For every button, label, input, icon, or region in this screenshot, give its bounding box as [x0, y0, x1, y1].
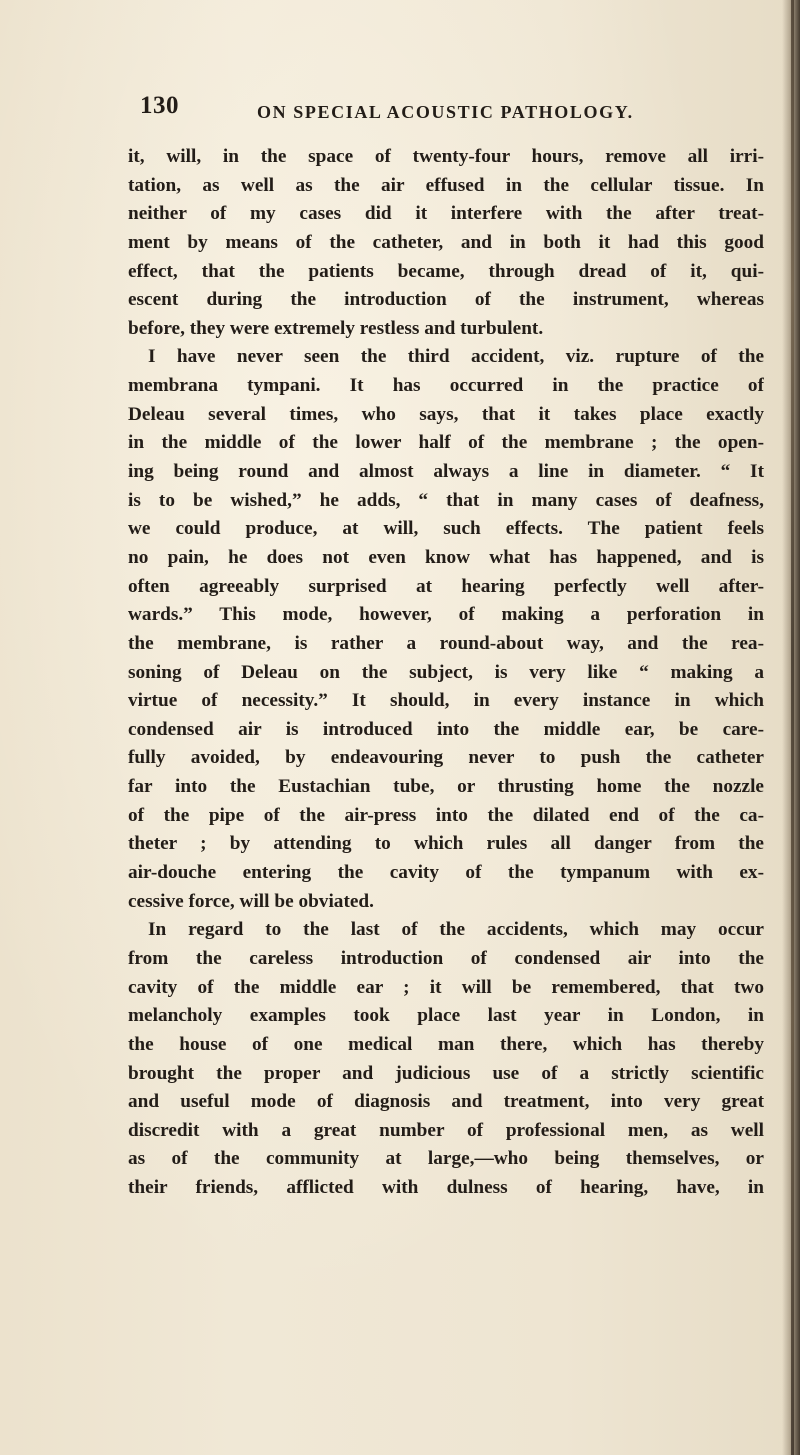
text-line: before, they were extremely restless and turbulent.	[128, 317, 544, 339]
text-line: condensed air is introduced into the middle ear, be care-	[128, 718, 764, 740]
text-line: cavity of the middle ear ; it will be remembered, that two	[128, 976, 764, 998]
text-line: and useful mode of diagnosis and treatment, into very great	[128, 1091, 764, 1113]
text-line: cessive force, will be obviated.	[128, 890, 374, 912]
text-line: soning of Deleau on the subject, is very like “ making a	[128, 661, 764, 683]
text-line: membrana tympani. It has occurred in the practice of	[128, 375, 764, 397]
text-line: the membrane, is rather a round-about way, and the rea-	[128, 632, 764, 654]
paragraph-start-line: In regard to the last of the accidents, which may occur	[148, 919, 764, 941]
text-line: fully avoided, by endeavouring never to push the catheter	[128, 747, 764, 769]
text-line: air-douche entering the cavity of the tympanum with ex-	[128, 862, 764, 884]
page-header	[140, 92, 760, 132]
text-line: in the middle of the lower half of the membrane ; the open-	[128, 432, 764, 454]
text-line: neither of my cases did it interfere with the after treat-	[128, 203, 764, 225]
text-line: wards.” This mode, however, of making a perforation in	[128, 604, 764, 626]
text-line: brought the proper and judicious use of a strictly scientific	[128, 1062, 764, 1084]
text-line: effect, that the patients became, through dread of it, qui-	[128, 260, 764, 282]
text-line: escent during the introduction of the instrument, whereas	[128, 289, 764, 311]
running-head: ON SPECIAL ACOUSTIC PATHOLOGY.	[257, 102, 634, 122]
text-line: we could produce, at will, such effects. The patient feels	[128, 518, 764, 540]
text-line: far into the Eustachian tube, or thrusting home the nozzle	[128, 776, 764, 798]
text-line: virtue of necessity.” It should, in every instance in which	[128, 690, 764, 712]
page-edge	[791, 0, 794, 1455]
text-line: the house of one medical man there, which has thereby	[128, 1033, 764, 1055]
text-line: Deleau several times, who says, that it takes place exactly	[128, 403, 764, 425]
text-line: it, will, in the space of twenty-four hours, remove all irri-	[128, 146, 764, 167]
text-line: their friends, afflicted with dulness of hearing, have, in	[128, 1177, 764, 1199]
page-number: 130	[140, 92, 179, 119]
text-line: no pain, he does not even know what has happened, and is	[128, 546, 764, 568]
text-line: melancholy examples took place last year in London, in	[128, 1005, 764, 1027]
text-line: tation, as well as the air effused in the cellular tissue. In	[128, 174, 764, 196]
text-line: from the careless introduction of condensed air into the	[128, 947, 764, 969]
text-line: of the pipe of the air-press into the dilated end of the ca-	[128, 804, 764, 826]
paragraph-start-line: I have never seen the third accident, viz. rupture of the	[148, 346, 764, 368]
body-text	[128, 143, 764, 1203]
text-line: ing being round and almost always a line in diameter. “ It	[128, 461, 764, 483]
text-line: ment by means of the catheter, and in both it had this good	[128, 231, 764, 253]
text-line: is to be wished,” he adds, “ that in many cases of deafness,	[128, 489, 764, 511]
text-line: as of the community at large,—who being themselves, or	[128, 1148, 764, 1170]
text-line: theter ; by attending to which rules all danger from the	[128, 833, 764, 855]
text-line: often agreeably surprised at hearing perfectly well after-	[128, 575, 764, 597]
text-line: discredit with a great number of professional men, as well	[128, 1119, 764, 1141]
